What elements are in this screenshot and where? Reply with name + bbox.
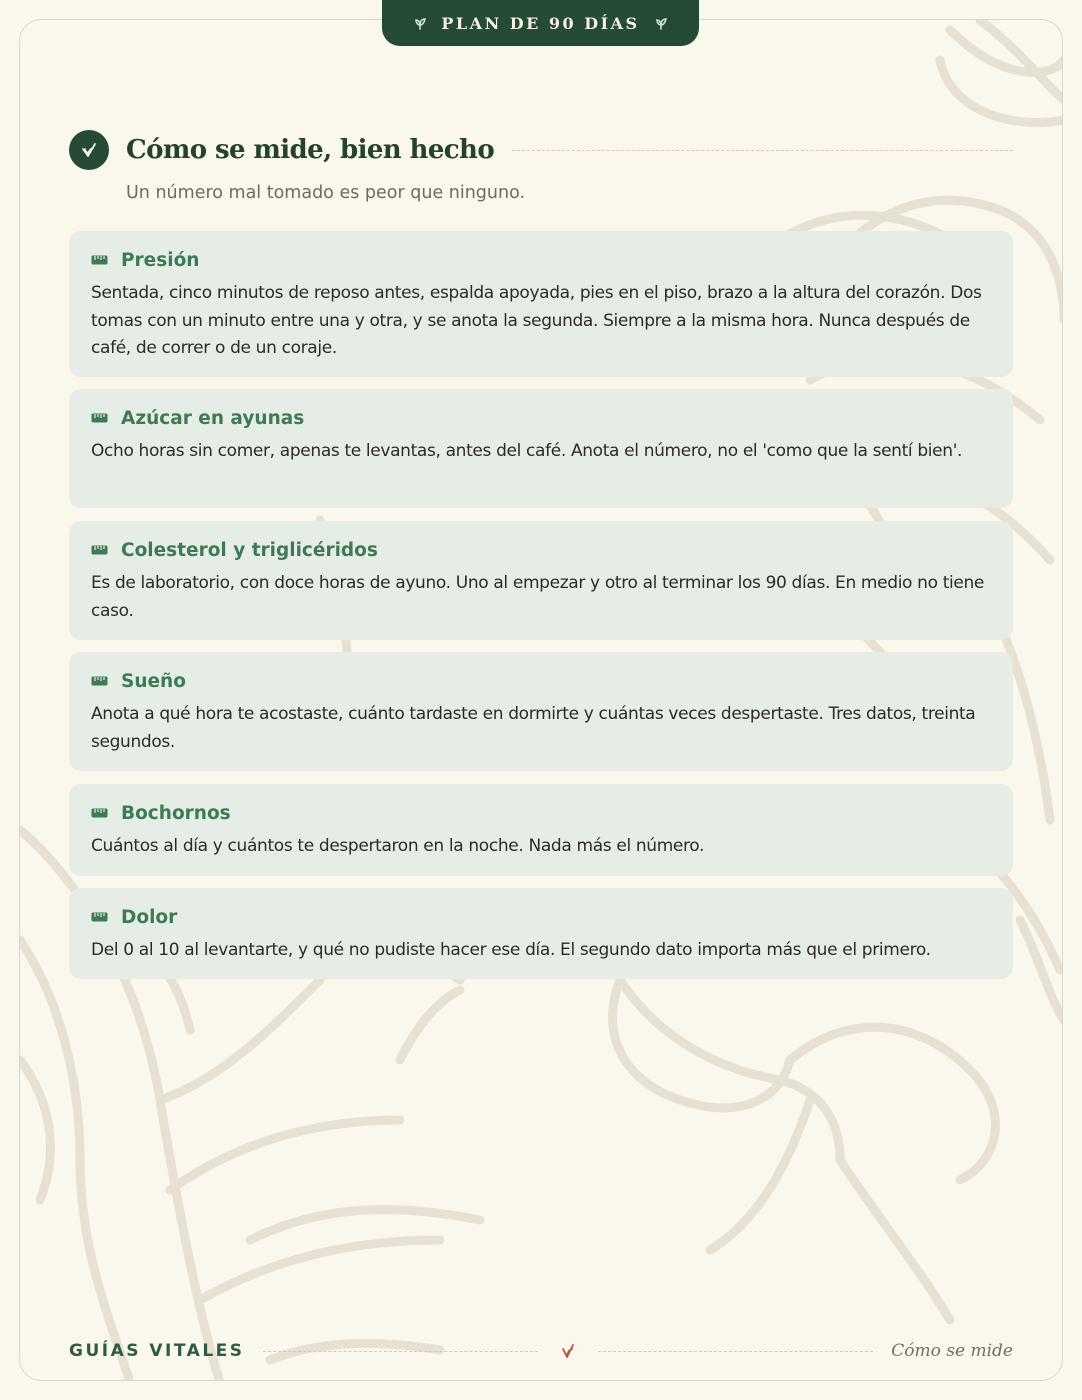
measurement-card-azucar bbox=[69, 389, 1013, 508]
card-title: Bochornos bbox=[121, 802, 231, 824]
card-body: Sentada, cinco minutos de reposo antes, espalda apoyada, pies en el piso, brazo a la altura del corazón. Dos tomas con un minuto entre una y otra, y se anota la segunda. Siempre a la misma hora. Nunca después de café, de correr o de un coraje. bbox=[91, 283, 982, 358]
card-body: Es de laboratorio, con doce horas de ayuno. Uno al empezar y otro al terminar los 90 días. En medio no tiene caso. bbox=[91, 573, 985, 621]
page-title: Cómo se mide, bien hecho bbox=[126, 135, 495, 165]
sprout-icon bbox=[560, 1343, 576, 1359]
measurement-card-dolor bbox=[69, 888, 1013, 979]
card-title: Azúcar en ayunas bbox=[121, 407, 305, 429]
sprout-icon bbox=[413, 16, 427, 30]
ruler-icon bbox=[91, 545, 108, 555]
footer-divider bbox=[598, 1351, 873, 1352]
check-sprout-icon bbox=[80, 141, 98, 159]
ruler-icon bbox=[91, 912, 108, 922]
ruler-icon bbox=[91, 808, 108, 818]
card-body: Ocho horas sin comer, apenas te levantas, antes del café. Anota el número, no el 'como que la sentí bien'. bbox=[91, 441, 963, 461]
measurement-card-presion bbox=[69, 231, 1013, 377]
footer-section-name: Cómo se mide bbox=[891, 1341, 1013, 1361]
measurement-card-sueno bbox=[69, 652, 1013, 771]
heading-badge bbox=[69, 130, 109, 170]
plan-tab-banner bbox=[382, 0, 699, 46]
card-title: Sueño bbox=[121, 670, 186, 692]
card-body: Cuántos al día y cuántos te despertaron en la noche. Nada más el número. bbox=[91, 836, 705, 856]
card-title: Colesterol y triglicéridos bbox=[121, 539, 378, 561]
page-footer bbox=[69, 1337, 1013, 1365]
page-subtitle: Un número mal tomado es peor que ninguno. bbox=[126, 183, 526, 203]
measurement-card-colesterol bbox=[69, 521, 1013, 640]
measurement-card-bochornos bbox=[69, 784, 1013, 876]
card-title: Presión bbox=[121, 249, 200, 271]
sprout-icon bbox=[654, 16, 668, 30]
plan-tab-label: PLAN DE 90 DÍAS bbox=[441, 13, 640, 33]
heading-divider bbox=[512, 150, 1013, 151]
footer-divider bbox=[263, 1351, 538, 1352]
footer-brand: GUÍAS VITALES bbox=[69, 1341, 245, 1361]
ruler-icon bbox=[91, 676, 108, 686]
section-heading bbox=[69, 130, 1013, 170]
card-body: Anota a qué hora te acostaste, cuánto tardaste en dormirte y cuántas veces despertaste. Tres datos, treinta segundos. bbox=[91, 704, 976, 752]
ruler-icon bbox=[91, 413, 108, 423]
card-body: Del 0 al 10 al levantarte, y qué no pudiste hacer ese día. El segundo dato importa más que el primero. bbox=[91, 940, 931, 960]
ruler-icon bbox=[91, 255, 108, 265]
card-title: Dolor bbox=[121, 906, 178, 928]
